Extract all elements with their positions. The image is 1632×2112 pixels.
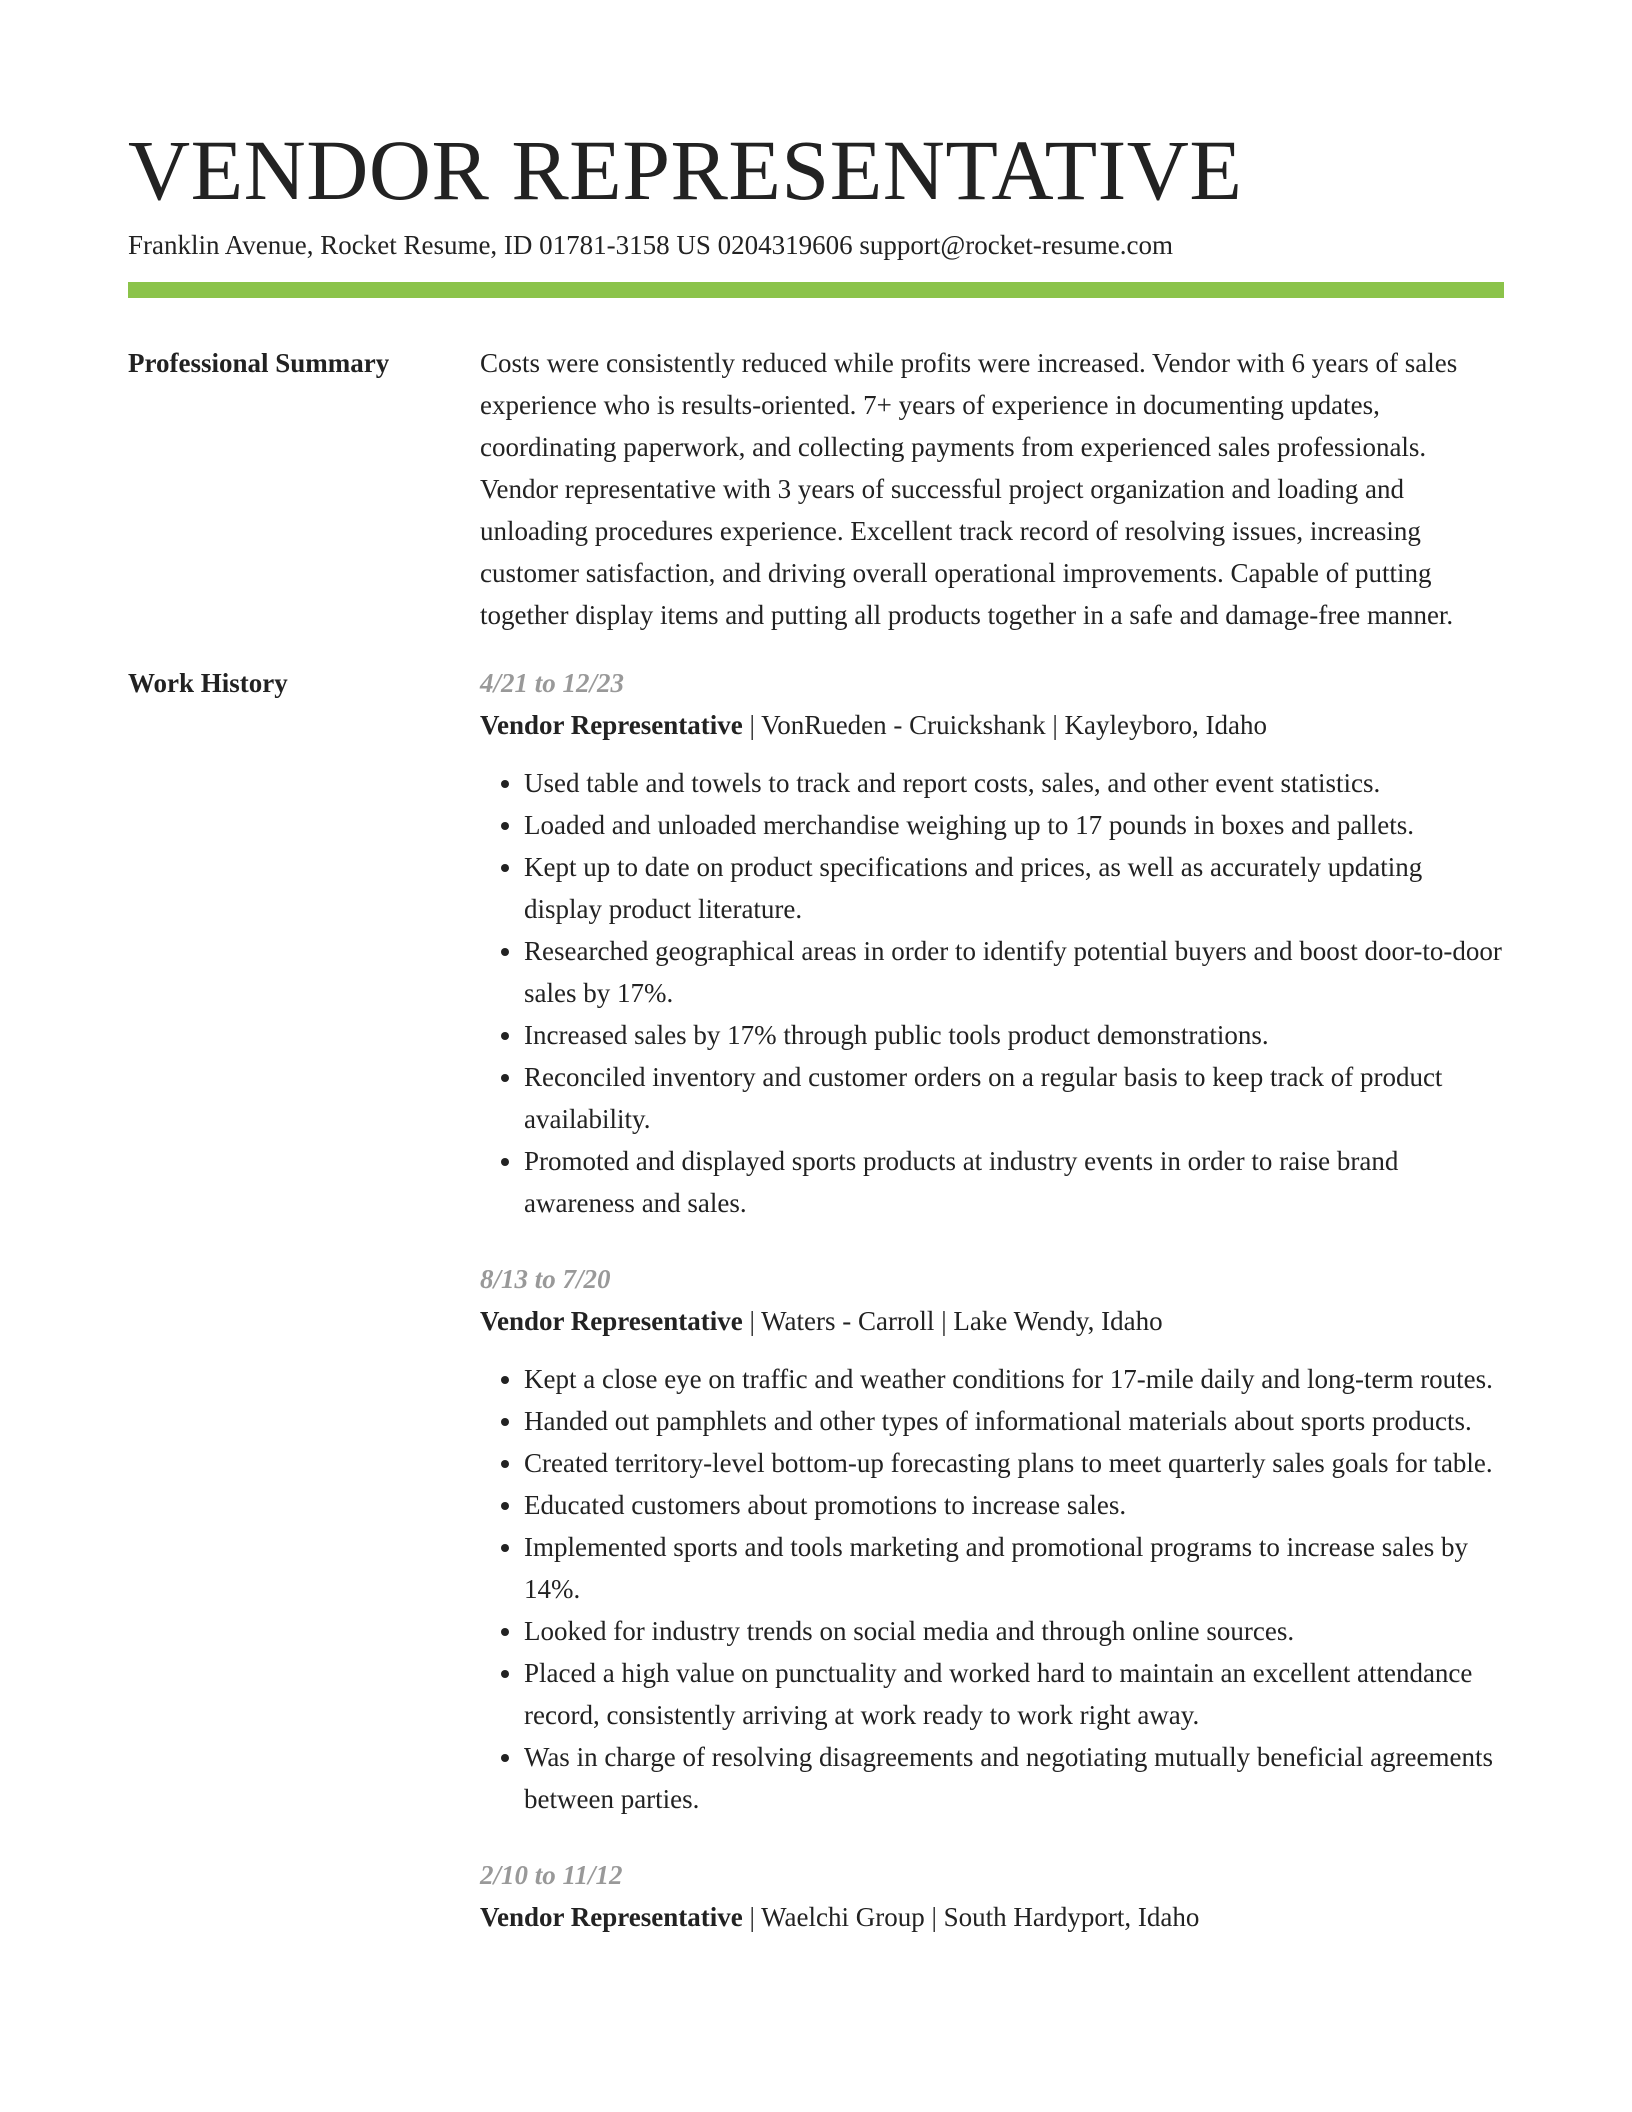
job-title-line: [480, 1896, 1504, 1938]
job-entry: [480, 1854, 1504, 1938]
work-history-body: [480, 662, 1504, 1972]
job-bullet: • Increased sales by 17% through public tools product demonstrations.: [524, 1014, 1504, 1056]
job-bullet: • Was in charge of resolving disagreements and negotiating mutually beneficial agreements between parties.: [524, 1736, 1504, 1820]
job-bullet: • Kept a close eye on traffic and weather conditions for 17-mile daily and long-term routes.: [524, 1358, 1504, 1400]
job-company: Waters - Carroll: [761, 1306, 935, 1336]
section-label-work-history: Work History: [128, 668, 288, 698]
job-title-line: [480, 704, 1504, 746]
job-dates: 4/21 to 12/23: [480, 668, 625, 698]
job-bullet: • Looked for industry trends on social media and through online sources.: [524, 1610, 1504, 1652]
job-entry: [480, 1258, 1504, 1820]
job-entry: [480, 662, 1504, 1224]
summary-body: [480, 342, 1504, 636]
job-dates: 8/13 to 7/20: [480, 1264, 611, 1294]
summary-text: Costs were consistently reduced while profits were increased. Vendor with 6 years of sales experience who is results-oriented. 7+ years of experience in documenting updates, coordinating paperwork, and collecting payments from experienced sales professionals. Vendor representative with 3 years of successful project organization and loading and unloading procedures experience. Excellent track record of resolving issues, increasing customer satisfaction, and driving overall operational improvements. Capable of putting together display items and putting all products together in a safe and damage-free manner.: [480, 348, 1458, 630]
job-bullet: • Placed a high value on punctuality and worked hard to maintain an excellent attendance record, consistently arriving at work ready to work right away.: [524, 1652, 1504, 1736]
job-bullet: • Promoted and displayed sports products at industry events in order to raise brand awareness and sales.: [524, 1140, 1504, 1224]
job-bullet: • Reconciled inventory and customer orders on a regular basis to keep track of product availability.: [524, 1056, 1504, 1140]
job-bullet: • Educated customers about promotions to increase sales.: [524, 1484, 1504, 1526]
job-location: Lake Wendy, Idaho: [953, 1306, 1163, 1336]
job-separator: |: [924, 1902, 944, 1932]
job-bullet-list: [480, 762, 1504, 1224]
section-label-summary: Professional Summary: [128, 348, 390, 378]
job-title: Vendor Representative: [480, 710, 743, 740]
job-separator: |: [742, 1306, 762, 1336]
job-title: Vendor Representative: [480, 1902, 743, 1932]
job-bullet: • Loaded and unloaded merchandise weighing up to 17 pounds in boxes and pallets.: [524, 804, 1504, 846]
header-divider: [128, 282, 1504, 298]
job-separator: |: [1045, 710, 1065, 740]
professional-summary-section: [128, 350, 1504, 636]
job-location: Kayleyboro, Idaho: [1064, 710, 1267, 740]
contact-line: Franklin Avenue, Rocket Resume, ID 01781-3158 US 0204319606 support@rocket-resume.com: [128, 230, 1173, 260]
work-history-section: [128, 670, 1504, 1972]
job-bullet: • Implemented sports and tools marketing and promotional programs to increase sales by 14%.: [524, 1526, 1504, 1610]
job-bullet: • Created territory-level bottom-up forecasting plans to meet quarterly sales goals for table.: [524, 1442, 1504, 1484]
job-bullet: • Kept up to date on product specifications and prices, as well as accurately updating display product literature.: [524, 846, 1504, 930]
job-separator: |: [742, 1902, 762, 1932]
job-separator: |: [742, 710, 762, 740]
resume-title: VENDOR REPRESENTATIVE: [128, 122, 1243, 218]
job-bullet-list: [480, 1358, 1504, 1820]
job-bullet: • Handed out pamphlets and other types of informational materials about sports products.: [524, 1400, 1504, 1442]
job-title: Vendor Representative: [480, 1306, 743, 1336]
job-title-line: [480, 1300, 1504, 1342]
job-bullet: • Used table and towels to track and report costs, sales, and other event statistics.: [524, 762, 1504, 804]
job-company: VonRueden - Cruickshank: [761, 710, 1046, 740]
job-dates: 2/10 to 11/12: [480, 1860, 623, 1890]
job-location: South Hardyport, Idaho: [943, 1902, 1200, 1932]
job-separator: |: [934, 1306, 954, 1336]
job-bullet: • Researched geographical areas in order to identify potential buyers and boost door-to-door sales by 17%.: [524, 930, 1504, 1014]
resume-page: [128, 0, 1504, 1972]
job-company: Waelchi Group: [761, 1902, 925, 1932]
